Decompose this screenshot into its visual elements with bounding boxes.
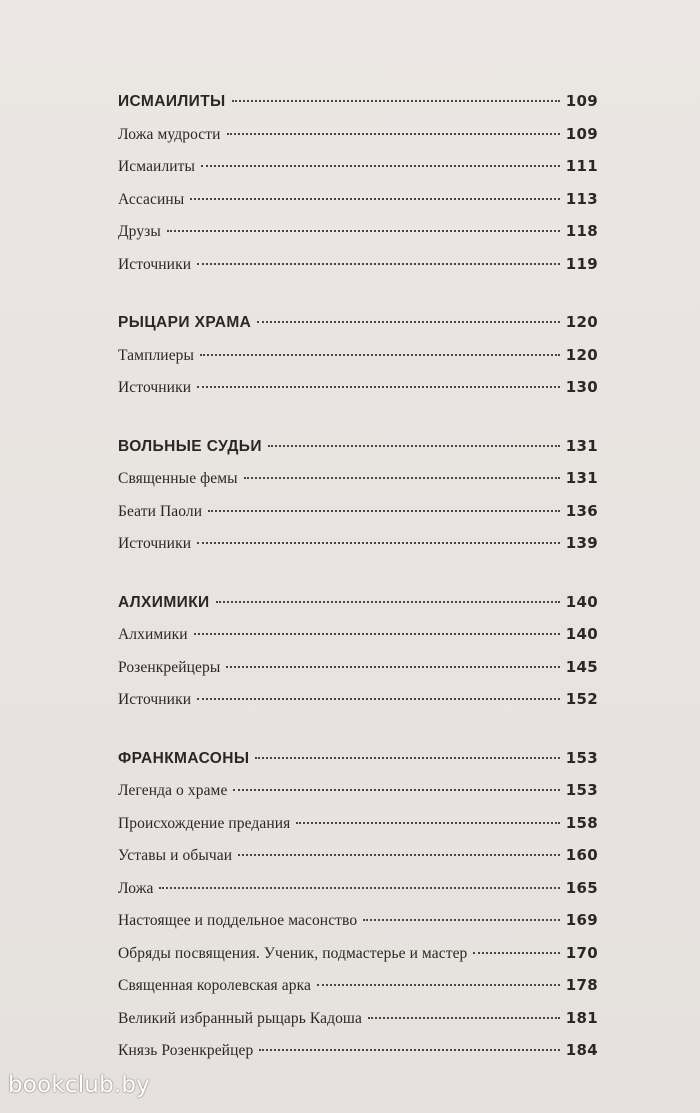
table-of-contents [118, 92, 598, 1100]
toc-entry [118, 469, 598, 502]
dot-leader [317, 984, 560, 986]
page-number: 131 [565, 436, 598, 455]
entry-title: Источники [118, 255, 192, 273]
dot-leader [197, 698, 560, 700]
dot-leader [197, 386, 560, 388]
toc-entry [118, 879, 598, 912]
entry-title: Исмаилиты [118, 158, 196, 175]
entry-title: Ассасины [118, 190, 185, 208]
toc-entry [118, 658, 598, 691]
entry-title: Уставы и обычаи [118, 847, 233, 864]
entry-title: Алхимики [118, 626, 188, 643]
page-number: 111 [565, 157, 598, 175]
section-title: ФРАНКМАСОНЫ [118, 749, 250, 767]
entry-title: Ложа [118, 879, 154, 897]
dot-leader [190, 198, 559, 200]
entry-title: Обряды посвящения. Ученик, подмастерье и мастер [118, 944, 468, 962]
entry-title: Ложа мудрости [118, 125, 221, 143]
toc-entry [118, 944, 598, 977]
toc-entry [118, 222, 598, 255]
toc-section [118, 313, 598, 411]
toc-entry [118, 1009, 598, 1042]
section-title: АЛХИМИКИ [118, 593, 210, 611]
page-number: 131 [565, 469, 598, 487]
page-number: 119 [565, 254, 598, 273]
dot-leader [194, 633, 560, 635]
toc-section-heading [118, 313, 598, 346]
dot-leader [197, 542, 560, 544]
toc-entry [118, 911, 598, 944]
page-number: 130 [565, 378, 598, 396]
dot-leader [268, 445, 560, 447]
section-title: РЫЦАРИ ХРАМА [118, 314, 252, 331]
page-number: 136 [565, 501, 598, 520]
dot-leader [232, 100, 560, 102]
dot-leader [197, 263, 560, 265]
page-number: 153 [565, 781, 598, 799]
page-number: 145 [565, 657, 598, 676]
dot-leader [200, 354, 560, 356]
toc-section [118, 437, 598, 567]
section-title: ВОЛЬНЫЕ СУДЬИ [118, 437, 262, 455]
entry-title: Князь Розенкрейцер [118, 1042, 254, 1059]
page-number: 139 [565, 534, 598, 552]
entry-title: Священная королевская арка [118, 977, 311, 994]
dot-leader [201, 165, 560, 167]
entry-title: Беати Паоли [118, 502, 203, 520]
toc-section-heading [118, 437, 598, 470]
page-number: 109 [565, 124, 598, 143]
page-number: 181 [565, 1008, 598, 1027]
entry-title: Источники [118, 379, 192, 396]
dot-leader [238, 854, 560, 856]
toc-section-heading [118, 749, 598, 782]
toc-entry [118, 346, 598, 379]
dot-leader [226, 666, 559, 668]
page-number: 184 [565, 1041, 598, 1059]
toc-entry [118, 534, 598, 567]
page-number: 140 [565, 625, 598, 643]
dot-leader [473, 952, 559, 954]
entry-title: Великий избранный рыцарь Кадоша [118, 1009, 362, 1027]
toc-entry [118, 190, 598, 223]
page-number: 118 [565, 222, 598, 240]
dot-leader [227, 133, 560, 135]
dot-leader [368, 1017, 560, 1019]
page-number: 113 [565, 189, 598, 208]
toc-entry [118, 1041, 598, 1074]
toc-section-heading [118, 593, 598, 626]
dot-leader [244, 477, 560, 479]
page-number: 153 [565, 748, 598, 767]
dot-leader [159, 887, 559, 889]
watermark: bookclub.by [8, 1072, 150, 1098]
entry-title: Розенкрейцеры [118, 658, 221, 676]
entry-title: Происхождение предания [118, 814, 291, 832]
toc-section [118, 92, 598, 287]
toc-entry [118, 125, 598, 158]
page-number: 140 [565, 592, 598, 611]
page-number: 152 [565, 690, 598, 708]
entry-title: Друзы [118, 223, 161, 240]
dot-leader [259, 1049, 559, 1051]
toc-entry [118, 976, 598, 1009]
toc-entry [118, 846, 598, 879]
entry-title: Настоящее и поддельное масонство [118, 912, 358, 929]
section-title: ИСМАИЛИТЫ [118, 93, 226, 110]
toc-entry [118, 690, 598, 723]
toc-entry [118, 255, 598, 288]
page-number: 120 [565, 313, 598, 331]
page-number: 120 [565, 345, 598, 364]
page-number: 169 [565, 911, 598, 929]
entry-title: Священные фемы [118, 470, 238, 487]
page-number: 178 [565, 976, 598, 994]
page-number: 109 [565, 92, 598, 110]
page-number: 170 [565, 943, 598, 962]
toc-entry [118, 781, 598, 814]
dot-leader [233, 789, 559, 791]
toc-section-heading [118, 92, 598, 125]
toc-entry [118, 378, 598, 411]
page-number: 158 [565, 813, 598, 832]
entry-title: Источники [118, 691, 192, 708]
entry-title: Тамплиеры [118, 346, 195, 364]
dot-leader [257, 321, 560, 323]
entry-title: Источники [118, 535, 192, 552]
dot-leader [216, 601, 560, 603]
entry-title: Легенда о храме [118, 782, 228, 799]
toc-section [118, 749, 598, 1074]
dot-leader [255, 757, 559, 759]
page-number: 165 [565, 878, 598, 897]
dot-leader [296, 822, 559, 824]
dot-leader [167, 230, 560, 232]
toc-section [118, 593, 598, 723]
toc-entry [118, 625, 598, 658]
toc-entry [118, 814, 598, 847]
toc-entry [118, 502, 598, 535]
toc-entry [118, 157, 598, 190]
dot-leader [208, 510, 560, 512]
page-number: 160 [565, 846, 598, 864]
dot-leader [363, 919, 560, 921]
